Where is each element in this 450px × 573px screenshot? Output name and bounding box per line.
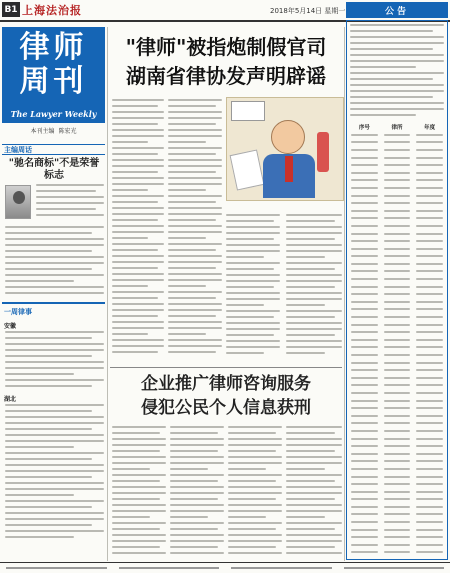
notice-table-body <box>348 131 446 556</box>
editor-role: 本刊主编 <box>30 128 55 135</box>
cartoon-bottle <box>317 132 329 172</box>
notice-table-row <box>348 473 446 481</box>
notice-table-row <box>348 382 446 390</box>
notice-intro-text <box>350 24 444 120</box>
news-item-1-text <box>5 331 104 391</box>
notice-table-row <box>348 518 446 526</box>
cartoon-document <box>230 149 265 190</box>
author-portrait <box>5 185 31 219</box>
notice-table-row <box>348 321 446 329</box>
cartoon-figure-head <box>271 120 305 154</box>
page-footer <box>0 562 450 573</box>
second-headline-line-1: 企业推广律师咨询服务 <box>141 374 311 394</box>
lead-story-col-2 <box>168 99 222 357</box>
column-heading <box>2 144 105 155</box>
notice-table-row <box>348 139 446 147</box>
notice-col-firm: 律所 <box>391 125 403 131</box>
notice-table-row <box>348 374 446 382</box>
cartoon-illustration <box>226 97 344 201</box>
notice-table-row <box>348 496 446 504</box>
notice-table-row <box>348 268 446 276</box>
section-masthead <box>2 27 105 123</box>
notice-table-row <box>348 366 446 374</box>
notice-table-row <box>348 480 446 488</box>
section-title: 律师周刊 <box>19 30 88 99</box>
notice-table-row <box>348 192 446 200</box>
notice-table-row <box>348 427 446 435</box>
notice-table-row <box>348 215 446 223</box>
editorial-body-text <box>36 184 104 220</box>
notice-table-row <box>348 458 446 466</box>
notice-table-row <box>348 177 446 185</box>
newspaper-name: 上海法治报 <box>22 4 82 17</box>
news-item-2-text <box>5 404 104 542</box>
editor-credit <box>2 126 105 135</box>
notice-table-row <box>348 533 446 541</box>
notice-table-row <box>348 404 446 412</box>
notice-table-row <box>348 541 446 549</box>
notice-table-row <box>348 245 446 253</box>
cartoon-sign <box>231 101 265 121</box>
notice-table-row <box>348 237 446 245</box>
notice-table-row <box>348 344 446 352</box>
notice-table-row <box>348 275 446 283</box>
lead-story-col-3 <box>226 214 280 358</box>
notice-table-row <box>348 313 446 321</box>
editorial-body-text-cont <box>5 226 104 298</box>
notice-table-row <box>348 412 446 420</box>
section-subtitle: The Lawyer Weekly <box>10 109 97 119</box>
notice-heading: 公告 <box>346 2 448 18</box>
second-story-col-1 <box>112 426 166 558</box>
notice-table-row <box>348 420 446 428</box>
issue-date: 2018年5月14日 星期一 <box>270 7 346 15</box>
notice-table-row <box>348 230 446 238</box>
lead-story-col-1 <box>112 99 164 357</box>
lead-headline-line-1: "律师"被指炮制假官司 <box>125 35 327 59</box>
notice-col-index: 序号 <box>358 125 370 131</box>
notice-table-row <box>348 253 446 261</box>
notice-table-header <box>348 123 446 131</box>
cartoon-tie <box>285 156 293 182</box>
notice-table-row <box>348 511 446 519</box>
notice-table-row <box>348 298 446 306</box>
notice-table-row <box>348 336 446 344</box>
notice-table-row <box>348 207 446 215</box>
page-number: B1 <box>2 2 20 17</box>
notice-table-row <box>348 306 446 314</box>
notice-table-row <box>348 290 446 298</box>
notice-table-row <box>348 260 446 268</box>
news-item-region-1: 安徽 <box>4 323 17 330</box>
lead-headline-line-2: 湖南省律协发声明辟谣 <box>126 64 326 88</box>
column-tag: 主编周话 <box>4 145 32 154</box>
second-story-col-2 <box>170 426 224 558</box>
notice-table-row <box>348 328 446 336</box>
notice-table-row <box>348 222 446 230</box>
notice-table-row <box>348 450 446 458</box>
notice-table-row <box>348 488 446 496</box>
notice-table-row <box>348 161 446 169</box>
lead-story-col-4 <box>286 214 342 358</box>
notice-col-year: 年度 <box>424 125 436 131</box>
news-item-region-2: 湖北 <box>4 396 17 403</box>
notice-table-row <box>348 526 446 534</box>
notice-table-row <box>348 397 446 405</box>
notice-table-row <box>348 465 446 473</box>
notice-table-row <box>348 131 446 139</box>
notice-table-row <box>348 146 446 154</box>
editor-name: 陈宏光 <box>58 128 77 135</box>
notice-table-row <box>348 359 446 367</box>
column-rule-left <box>107 27 108 561</box>
notice-table-row <box>348 154 446 162</box>
editorial-headline: "驰名商标"不是荣誉标志 <box>8 158 100 181</box>
second-headline-line-2: 侵犯公民个人信息获刑 <box>141 398 311 418</box>
notice-table-row <box>348 351 446 359</box>
section-divider <box>2 302 105 304</box>
second-story-col-4 <box>286 426 342 558</box>
second-story-col-3 <box>228 426 282 558</box>
notice-table-row <box>348 435 446 443</box>
notice-table-row <box>348 389 446 397</box>
notice-table-row <box>348 184 446 192</box>
notice-table-row <box>348 442 446 450</box>
column-rule-right <box>344 27 345 561</box>
notice-table-row <box>348 549 446 557</box>
weekly-news-title: 一周律事 <box>4 308 32 316</box>
notice-table-row <box>348 503 446 511</box>
notice-table-row <box>348 169 446 177</box>
notice-table-row <box>348 199 446 207</box>
story-separator <box>110 367 342 368</box>
notice-table-row <box>348 283 446 291</box>
